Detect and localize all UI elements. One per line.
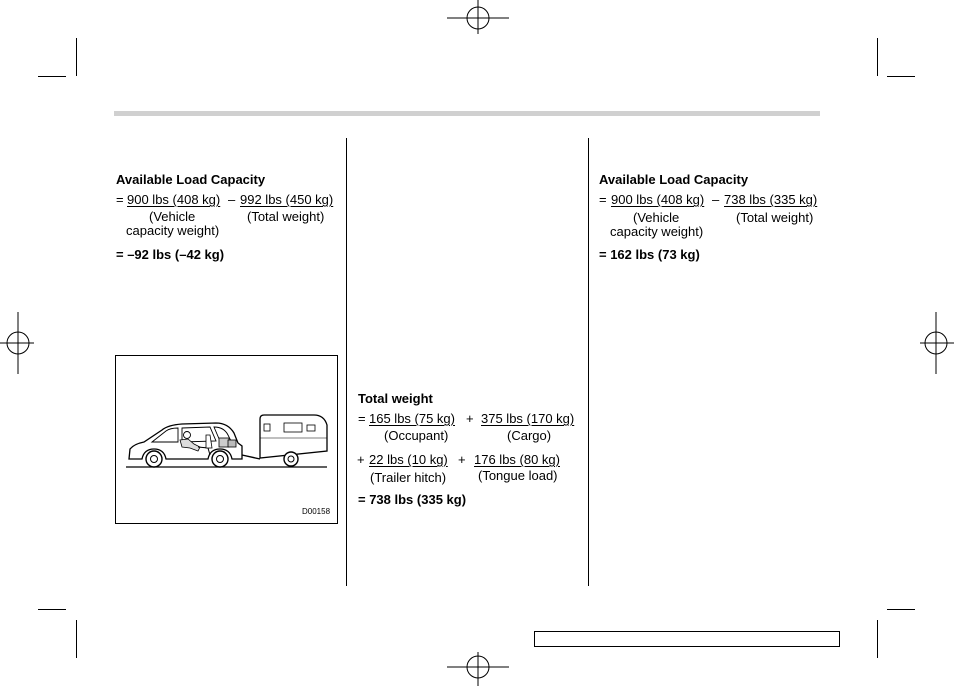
middle-plus-2: + — [357, 452, 365, 467]
middle-result: = 738 lbs (335 kg) — [358, 492, 467, 507]
middle-plus-1: + — [466, 411, 474, 426]
figure-frame — [115, 355, 338, 524]
left-eq-sign: = — [116, 192, 124, 207]
column-divider-1 — [346, 138, 347, 586]
right-term-total-weight: 738 lbs (335 kg) — [724, 192, 818, 207]
middle-term4-label: (Tongue load) — [478, 468, 558, 483]
left-result: = –92 lbs (–42 kg) — [116, 247, 225, 262]
middle-term3-label: (Trailer hitch) — [370, 470, 447, 485]
left-term-total-weight: 992 lbs (450 kg) — [240, 192, 334, 207]
right-term-vehicle-capacity: 900 lbs (408 kg) — [611, 192, 705, 207]
right-result: = 162 lbs (73 kg) — [599, 247, 700, 262]
left-term2-label: (Total weight) — [247, 209, 325, 224]
car-towing-trailer-illustration — [124, 411, 329, 473]
left-term-vehicle-capacity: 900 lbs (408 kg) — [127, 192, 221, 207]
right-term2-label: (Total weight) — [736, 210, 814, 225]
middle-term-occupant: 165 lbs (75 kg) — [369, 411, 455, 426]
registration-mark-top — [447, 0, 509, 36]
middle-term-tongue-load: 176 lbs (80 kg) — [474, 452, 560, 467]
right-heading: Available Load Capacity — [599, 172, 749, 187]
left-term1-label-line1: (Vehicle — [149, 209, 196, 224]
left-term1-label-line2: capacity weight) — [126, 223, 220, 238]
middle-term-cargo: 375 lbs (170 kg) — [481, 411, 575, 426]
middle-term-trailer-hitch: 22 lbs (10 kg) — [369, 452, 448, 467]
middle-term1-label: (Occupant) — [384, 428, 449, 443]
right-term1-label-line1: (Vehicle — [633, 210, 680, 225]
middle-term2-label: (Cargo) — [507, 428, 552, 443]
left-minus-sign: – — [228, 192, 236, 207]
middle-eq-sign: = — [358, 411, 366, 426]
registration-mark-bottom — [447, 650, 509, 686]
registration-mark-left — [0, 312, 36, 374]
right-minus-sign: – — [712, 192, 720, 207]
registration-mark-right — [918, 312, 954, 374]
middle-heading: Total weight — [358, 391, 433, 406]
right-eq-sign: = — [599, 192, 607, 207]
right-term1-label-line2: capacity weight) — [610, 224, 704, 239]
figure-code: D00158 — [302, 507, 331, 516]
column-divider-2 — [588, 138, 589, 586]
middle-plus-3: + — [458, 452, 466, 467]
page-header-bar — [114, 111, 820, 116]
left-heading: Available Load Capacity — [116, 172, 266, 187]
page-number-box — [534, 631, 840, 647]
